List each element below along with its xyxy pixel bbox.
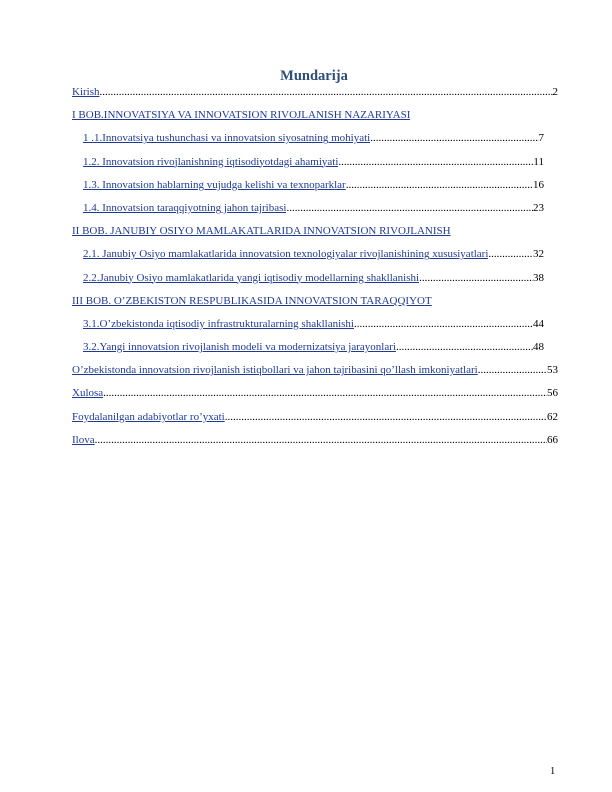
table-of-contents — [72, 86, 558, 457]
toc-entry-section-2-1 — [72, 248, 544, 260]
toc-entry-section-3-2 — [72, 341, 544, 353]
dot-leader — [419, 272, 533, 284]
toc-page-number: 44 — [533, 317, 544, 330]
toc-link[interactable]: Kirish — [72, 86, 100, 98]
toc-link[interactable]: 3.2.Yangi innovatsion rivojlanish modeli va modernizatsiya jarayonlari — [83, 341, 396, 354]
toc-page-number: 66 — [547, 433, 558, 446]
toc-link[interactable]: I BOB.INNOVATSIYA VA INNOVATSION RIVOJLANISH NAZARIYASI — [72, 109, 411, 122]
toc-entry-appendix — [72, 434, 558, 446]
dot-leader — [286, 202, 533, 214]
dot-leader — [488, 248, 533, 260]
dot-leader — [354, 318, 533, 330]
toc-entry-section-1-2 — [72, 156, 544, 168]
toc-link[interactable]: II BOB. JANUBIY OSIYO MAMLAKATLARIDA INNOVATSION RIVOJLANISH — [72, 225, 451, 238]
toc-page-number: 53 — [547, 364, 558, 377]
toc-entry-conclusion — [72, 387, 558, 399]
toc-entry-chapter-2 — [72, 225, 558, 237]
dot-leader — [95, 434, 547, 446]
toc-entry-section-3-1 — [72, 318, 544, 330]
dot-leader — [103, 387, 547, 399]
toc-entry-introduction — [72, 86, 558, 98]
toc-entry-section-1-3 — [72, 179, 544, 191]
toc-link[interactable]: 2.2.Janubiy Osiyo mamlakatlarida yangi iqtisodiy modellarning shakllanishi — [83, 271, 420, 284]
dot-leader — [478, 364, 547, 376]
toc-link[interactable]: 1.3. Innovatsion hablarning vujudga kelishi va texnoparklar — [83, 178, 346, 191]
toc-page-number: 56 — [547, 387, 558, 400]
toc-link[interactable]: Ilova — [72, 433, 95, 446]
dot-leader — [396, 341, 533, 353]
toc-page-number: 2 — [552, 86, 558, 98]
toc-entry-section-1-1 — [72, 132, 544, 144]
toc-page-number: 48 — [533, 341, 544, 354]
toc-entry-chapter-1 — [72, 109, 558, 121]
toc-link[interactable]: Xulosa — [72, 387, 104, 400]
toc-page-number: 32 — [533, 248, 544, 261]
toc-page-number: 7 — [538, 132, 544, 145]
toc-entry-bibliography — [72, 411, 558, 423]
dot-leader — [346, 179, 533, 191]
dot-leader — [100, 86, 553, 98]
page-title: Mundarija — [280, 68, 348, 84]
page-number: 1 — [550, 766, 556, 777]
toc-link[interactable]: 3.1.O’zbekistonda iqtisodiy infrastrukturalarning shakllanishi — [83, 317, 354, 330]
dot-leader — [338, 156, 533, 168]
toc-link[interactable]: 1.4. Innovatsion taraqqiyotning jahon tajribasi — [83, 201, 287, 214]
dot-leader — [225, 411, 547, 423]
toc-entry-prospects — [72, 364, 558, 376]
toc-link[interactable]: 1.2. Innovatsion rivojlanishning iqtisodiyotdagi ahamiyati — [83, 155, 339, 168]
toc-page-number: 62 — [547, 410, 558, 423]
toc-page-number: 11 — [533, 155, 544, 168]
toc-entry-chapter-3 — [72, 295, 558, 307]
toc-link[interactable]: 2.1. Janubiy Osiyo mamlakatlarida innovatsion texnologiyalar rivojlanishining xususiyatlari — [83, 248, 489, 261]
toc-link[interactable]: 1 .1.Innovatsiya tushunchasi va innovatsion siyosatning mohiyati — [83, 132, 371, 145]
toc-page-number: 23 — [533, 201, 544, 214]
dot-leader — [370, 132, 538, 144]
toc-link[interactable]: O’zbekistonda innovatsion rivojlanish istiqbollari va jahon tajribasini qo’llash imkoniyatlari — [72, 364, 478, 377]
toc-entry-section-1-4 — [72, 202, 544, 214]
toc-page-number: 16 — [533, 178, 544, 191]
toc-link[interactable]: III BOB. O’ZBEKISTON RESPUBLIKASIDA INNOVATSION TARAQQIYOT — [72, 294, 432, 307]
toc-link[interactable]: Foydalanilgan adabiyotlar ro’yxati — [72, 410, 225, 423]
toc-page-number: 38 — [533, 271, 544, 284]
toc-entry-section-2-2 — [72, 272, 544, 284]
